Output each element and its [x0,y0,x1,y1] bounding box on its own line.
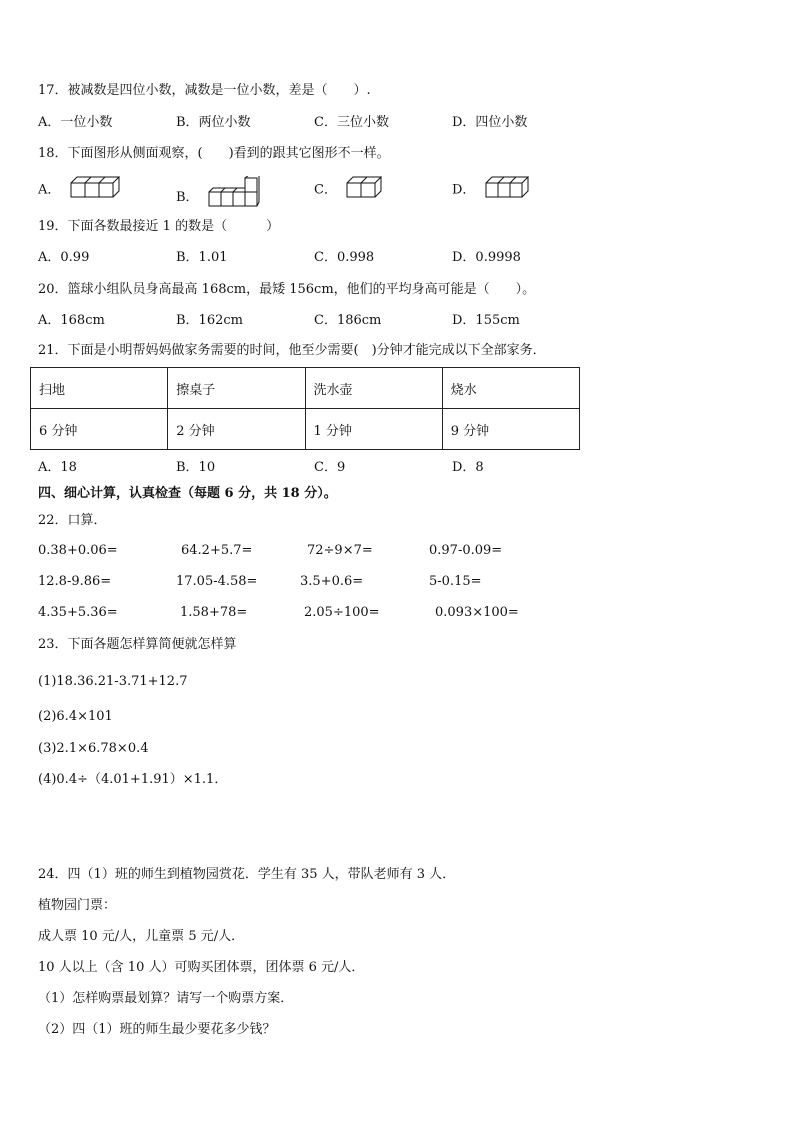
table-cell: 1 分钟 [305,409,442,450]
calc-item: 12.8-9.86= [38,574,112,589]
cube-figure-d-icon [484,175,530,199]
option-b[interactable]: B．10 [176,460,216,475]
question-20-options [38,312,598,330]
option-c[interactable]: C．186cm [314,313,382,328]
option-a[interactable]: A．18 [38,460,77,475]
calc-item: 64.2+5.7= [181,543,253,558]
cube-figure-a-icon [69,175,121,199]
calc-item: 1.58+78= [180,605,248,620]
question-23-item-2: (2)6.4×101 [38,709,113,724]
option-d-label: D． [452,182,476,198]
question-17-stem: 17．被减数是四位小数，减数是一位小数，差是（ ）. [38,83,371,98]
cube-figure-c-icon [345,175,387,199]
table-header-cell: 烧水 [442,368,579,409]
calc-item: 72÷9×7= [307,543,373,558]
option-a[interactable] [38,181,121,200]
question-24-sub-2: （2）四（1）班的师生最少要花多少钱？ [38,1022,276,1037]
calc-item: 5-0.15= [429,574,482,589]
option-b[interactable]: B．162cm [176,313,243,328]
table-cell: 2 分钟 [168,409,305,450]
question-21-stem: 21．下面是小明帮妈妈做家务需要的时间，他至少需要( )分钟才能完成以下全部家务． [38,343,546,358]
calc-item: 0.97-0.09= [429,543,503,558]
question-17-options [38,114,598,132]
option-a[interactable]: A．168cm [38,313,105,328]
question-23-item-4: (4)0.4÷（4.01+1.91）×1.1． [38,772,228,787]
question-21-options [38,459,598,477]
ticket-info-heading: 植物园门票： [38,898,117,913]
group-ticket-line: 10 人以上（含 10 人）可购买团体票，团体票 6 元/人． [38,960,365,975]
option-d[interactable]: D．8 [452,460,484,475]
table-cell: 9 分钟 [442,409,579,450]
option-b[interactable] [176,176,261,208]
calc-item: 3.5+0.6= [300,574,364,589]
question-23-item-1: (1)18.36.21-3.71+12.7 [38,674,188,689]
option-d[interactable]: D．四位小数 [452,115,528,130]
table-row [31,409,580,450]
option-d[interactable]: D．155cm [452,313,520,328]
question-19-stem: 19．下面各数最接近 1 的数是（ ） [38,219,280,234]
calc-item: 2.05÷100= [304,605,380,620]
option-d[interactable] [452,181,530,200]
question-18-options [38,176,598,206]
option-c[interactable]: C．0.998 [314,250,375,265]
calc-item: 17.05-4.58= [176,574,258,589]
table-header-cell: 洗水壶 [305,368,442,409]
option-c[interactable] [314,181,387,200]
option-a[interactable]: A．0.99 [38,250,90,265]
table-cell: 6 分钟 [31,409,168,450]
question-22-stem: 22．口算． [38,513,107,528]
option-b-label: B． [176,189,199,205]
table-header-cell: 扫地 [31,368,168,409]
table-row [31,368,580,409]
option-b[interactable]: B．两位小数 [176,115,251,130]
chore-time-table [30,367,580,450]
question-20-stem: 20．篮球小组队员身高最高 168cm，最矮 156cm，他们的平均身高可能是（ ）。 [38,282,536,297]
question-18-stem: 18．下面图形从侧面观察，( )看到的跟其它图形不一样。 [38,146,390,161]
option-d[interactable]: D．0.9998 [452,250,521,265]
calc-item: 0.38+0.06= [38,543,118,558]
question-24-stem: 24．四（1）班的师生到植物园赏花．学生有 35 人，带队老师有 3 人． [38,867,456,882]
question-19-options [38,249,598,267]
ticket-price-line: 成人票 10 元/人，儿童票 5 元/人． [38,929,245,944]
question-24-sub-1: （1）怎样购票最划算？请写一个购票方案． [38,991,294,1006]
option-b[interactable]: B．1.01 [176,250,228,265]
option-c[interactable]: C．9 [314,460,346,475]
table-header-cell: 擦桌子 [168,368,305,409]
question-23-stem: 23．下面各题怎样算简便就怎样算 [38,637,237,652]
calc-item: 0.093×100= [435,605,519,620]
option-c[interactable]: C．三位小数 [314,115,389,130]
cube-figure-b-icon [207,176,261,208]
question-23-item-3: (3)2.1×6.78×0.4 [38,741,149,756]
calc-item: 4.35+5.36= [38,605,118,620]
option-c-label: C． [314,182,337,198]
section-4-heading: 四、细心计算，认真检查（每题 6 分，共 18 分）。 [38,486,337,501]
option-a[interactable]: A．一位小数 [38,115,113,130]
option-a-label: A． [38,182,61,198]
